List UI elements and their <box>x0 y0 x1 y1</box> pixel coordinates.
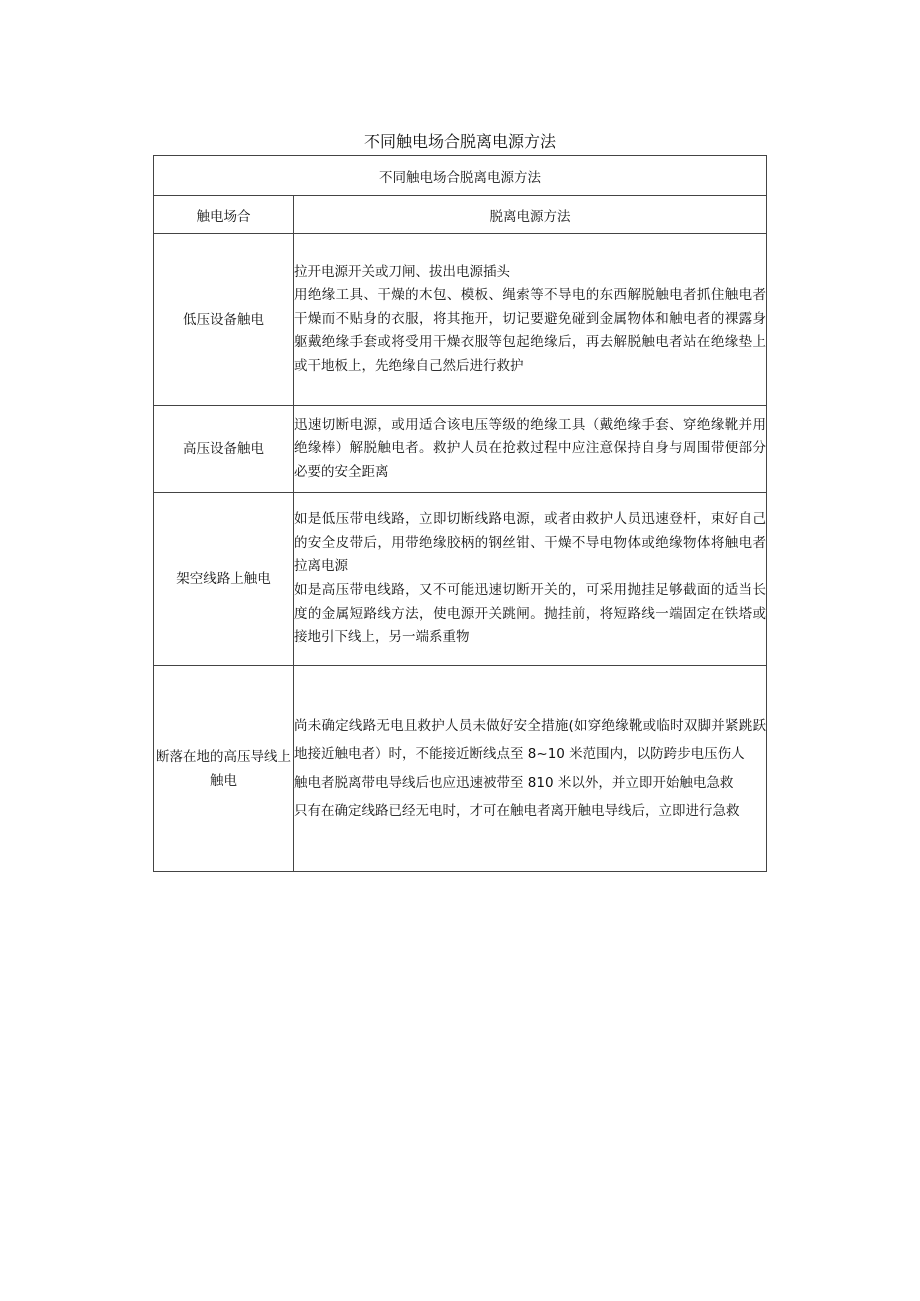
scene-cell: 高压设备触电 <box>154 406 294 493</box>
method-item: 只有在确定线路已经无电时，才可在触电者离开触电导线后，立即进行急救 <box>294 803 740 819</box>
method-item: 拉开电源开关或刀闸、拔出电源插头 <box>294 263 510 280</box>
method-item: 用绝缘工具、干燥的木包、模板、绳索等不导电的东西解脱触电者抓住触电者干燥而不贴身的衣服，将其拖开，切记要避免碰到金属物体和触电者的裸露身躯戴绝缘手套或将受用干燥衣服等包起绝缘后，再去解脱触电者站在绝缘垫上或干地板上，先绝缘自己然后进行救护 <box>294 287 766 374</box>
method-item: 触电者脱离带电导线后也应迅速被带至 810 米以外，并立即开始触电急救 <box>294 774 734 791</box>
methods-cell <box>294 234 767 406</box>
scene-cell: 低压设备触电 <box>154 234 294 406</box>
document-title: 不同触电场合脱离电源方法 <box>363 132 556 151</box>
table-header-row <box>154 196 767 234</box>
table-row <box>154 493 767 666</box>
scene-cell: 断落在地的高压导线上触电 <box>154 666 294 872</box>
table-caption-row <box>154 156 767 196</box>
power-disconnection-table <box>153 155 767 872</box>
method-item: 迅速切断电源，或用适合该电压等级的绝缘工具（戴绝缘手套、穿绝缘靴并用绝缘棒）解脱触电者。救护人员在抢救过程中应注意保持自身与周围带便部分必要的安全距离 <box>294 416 766 480</box>
table-row <box>154 234 767 406</box>
methods-cell <box>294 493 767 666</box>
header-method: 脱离电源方法 <box>294 196 767 234</box>
method-item: 如是高压带电线路，又不可能迅速切断开关的，可采用抛挂足够截面的适当长度的金属短路线方法，使电源开关跳闸。抛挂前，将短路线一端固定在铁塔或接地引下线上，另一端系重物 <box>294 582 766 646</box>
table-row <box>154 406 767 493</box>
header-scene: 触电场合 <box>154 196 294 234</box>
method-item: 如是低压带电线路，立即切断线路电源，或者由救护人员迅速登杆，束好自己的安全皮带后，用带绝缘胶柄的钢丝钳、干燥不导电物体或绝缘物体将触电者拉离电源 <box>294 511 766 575</box>
table-caption: 不同触电场合脱离电源方法 <box>154 156 767 196</box>
method-item: 尚未确定线路无电且救护人员未做好安全措施(如穿绝缘靴或临时双脚并紧跳跃地接近触电者）时，不能接近断线点至 8~10 米范围内，以防跨步电压伤人 <box>294 717 766 762</box>
scene-cell: 架空线路上触电 <box>154 493 294 666</box>
methods-cell <box>294 406 767 493</box>
table-row <box>154 666 767 872</box>
methods-cell <box>294 666 767 872</box>
